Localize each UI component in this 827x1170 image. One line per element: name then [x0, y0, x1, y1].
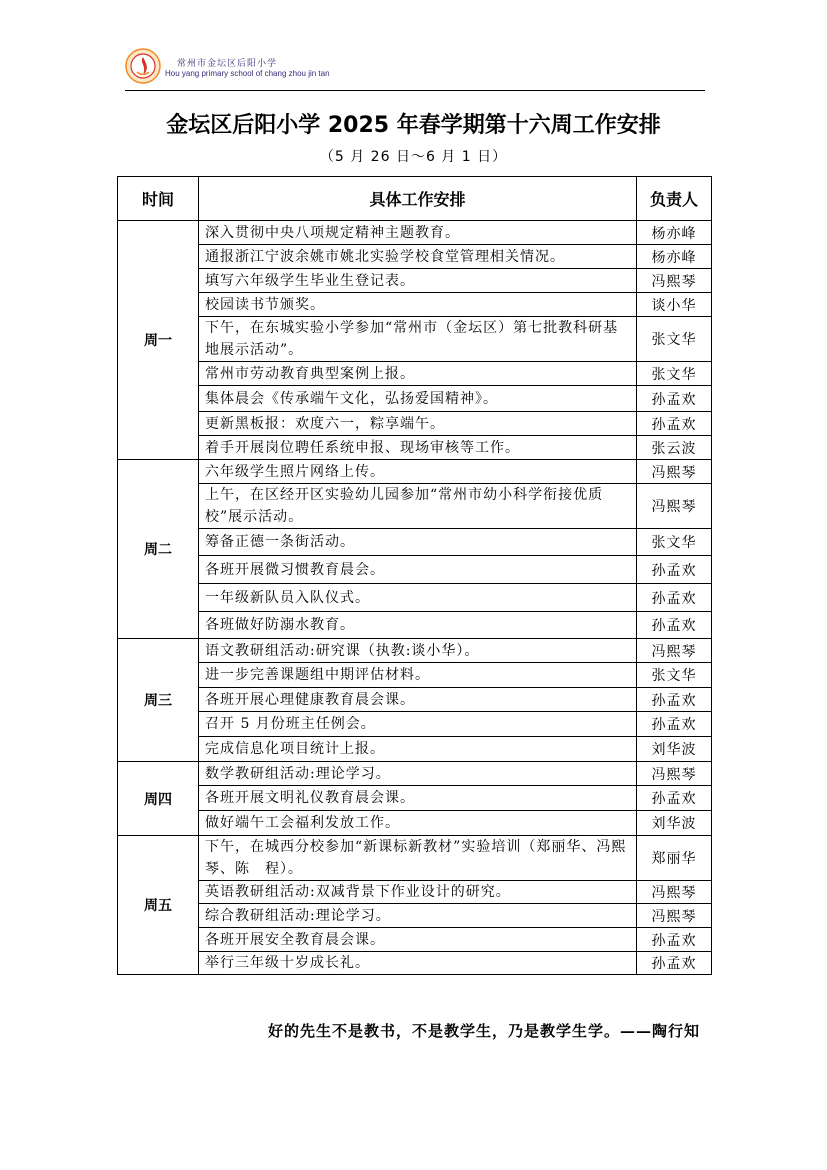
task-cell: 六年级学生照片网络上传。 [199, 460, 637, 484]
owner-cell: 冯熙琴 [637, 639, 712, 663]
task-cell: 一年级新队员入队仪式。 [199, 584, 637, 612]
date-range: （5 月 26 日～6 月 1 日） [319, 149, 508, 165]
owner-cell: 杨亦峰 [637, 221, 712, 245]
owner-cell: 孙孟欢 [637, 412, 712, 436]
table-row [118, 460, 712, 484]
owner-cell: 孙孟欢 [637, 556, 712, 584]
owner-cell: 张文华 [637, 663, 712, 688]
task-cell: 集体晨会《传承端午文化，弘扬爱国精神》。 [199, 386, 637, 412]
owner-cell: 孙孟欢 [637, 386, 712, 412]
owner-cell: 冯熙琴 [637, 269, 712, 293]
task-cell: 筹备正德一条街活动。 [199, 529, 637, 556]
owner-cell: 孙孟欢 [637, 688, 712, 712]
owner-cell: 张云波 [637, 436, 712, 460]
table-row [118, 584, 712, 612]
owner-cell: 张文华 [637, 317, 712, 362]
column-header-time: 时间 [118, 177, 199, 221]
owner-cell: 刘华波 [637, 737, 712, 762]
owner-cell: 冯熙琴 [637, 904, 712, 928]
table-row [118, 529, 712, 556]
table-row [118, 712, 712, 737]
task-cell: 下午，在东城实验小学参加“常州市（金坛区）第七批教科研基地展示活动”。 [199, 317, 637, 362]
table-row [118, 412, 712, 436]
table-row [118, 317, 712, 362]
task-cell: 各班开展心理健康教育晨会课。 [199, 688, 637, 712]
day-cell: 周一 [118, 221, 199, 460]
table-row [118, 245, 712, 269]
table-row [118, 786, 712, 811]
task-cell: 校园读书节颁奖。 [199, 293, 637, 317]
owner-cell: 郑丽华 [637, 836, 712, 881]
owner-cell: 冯熙琴 [637, 762, 712, 786]
task-cell: 做好端午工会福利发放工作。 [199, 811, 637, 836]
table-row [118, 269, 712, 293]
table-row [118, 762, 712, 786]
table-body [118, 221, 712, 975]
day-cell: 周四 [118, 762, 199, 836]
owner-cell: 孙孟欢 [637, 712, 712, 737]
letterhead [125, 44, 705, 92]
owner-cell: 刘华波 [637, 811, 712, 836]
task-cell: 通报浙江宁波余姚市姚北实验学校食堂管理相关情况。 [199, 245, 637, 269]
task-cell: 进一步完善课题组中期评估材料。 [199, 663, 637, 688]
column-header-task: 具体工作安排 [199, 177, 637, 221]
task-cell: 各班做好防溺水教育。 [199, 612, 637, 639]
school-name-en: Hou yang primary school of chang zhou jin tan [165, 69, 330, 78]
table-row [118, 811, 712, 836]
task-cell: 更新黑板报：欢度六一，粽享端午。 [199, 412, 637, 436]
table-row [118, 952, 712, 975]
task-cell: 上午，在区经开区实验幼儿园参加“常州市幼小科学衔接优质校”展示活动。 [199, 484, 637, 529]
table-row [118, 639, 712, 663]
table-row [118, 904, 712, 928]
task-cell: 各班开展微习惯教育晨会。 [199, 556, 637, 584]
school-name-cn: 常州市金坛区后阳小学 [177, 59, 278, 69]
owner-cell: 孙孟欢 [637, 786, 712, 811]
task-cell: 完成信息化项目统计上报。 [199, 737, 637, 762]
table-row [118, 484, 712, 529]
task-cell: 深入贯彻中央八项规定精神主题教育。 [199, 221, 637, 245]
owner-cell: 谈小华 [637, 293, 712, 317]
header-divider [125, 90, 705, 91]
owner-cell: 张文华 [637, 362, 712, 386]
table-row [118, 386, 712, 412]
table-row [118, 688, 712, 712]
task-cell: 下午，在城西分校参加“新课标新教材”实验培训（郑丽华、冯熙琴、陈 程）。 [199, 836, 637, 881]
task-cell: 召开 5 月份班主任例会。 [199, 712, 637, 737]
task-cell: 着手开展岗位聘任系统申报、现场审核等工作。 [199, 436, 637, 460]
owner-cell: 冯熙琴 [637, 484, 712, 529]
table-row [118, 293, 712, 317]
task-cell: 语文教研组活动:研究课（执教:谈小华）。 [199, 639, 637, 663]
work-schedule-table [117, 176, 712, 975]
table-row [118, 362, 712, 386]
task-cell: 各班开展文明礼仪教育晨会课。 [199, 786, 637, 811]
page-title: 金坛区后阳小学 2025 年春学期第十六周工作安排 [166, 113, 661, 138]
task-cell: 数学教研组活动:理论学习。 [199, 762, 637, 786]
table-row [118, 436, 712, 460]
owner-cell: 孙孟欢 [637, 584, 712, 612]
owner-cell: 冯熙琴 [637, 881, 712, 904]
owner-cell: 杨亦峰 [637, 245, 712, 269]
column-header-owner: 负责人 [637, 177, 712, 221]
table-row [118, 881, 712, 904]
school-logo-icon [125, 48, 161, 84]
task-cell: 举行三年级十岁成长礼。 [199, 952, 637, 975]
table-row [118, 928, 712, 952]
day-cell: 周三 [118, 639, 199, 762]
task-cell: 填写六年级学生毕业生登记表。 [199, 269, 637, 293]
day-cell: 周二 [118, 460, 199, 639]
table-row [118, 836, 712, 881]
table-row [118, 737, 712, 762]
owner-cell: 孙孟欢 [637, 612, 712, 639]
footer-quote: 好的先生不是教书，不是教学生，乃是教学生学。——陶行知 [267, 1022, 700, 1040]
owner-cell: 孙孟欢 [637, 952, 712, 975]
table-row [118, 663, 712, 688]
task-cell: 常州市劳动教育典型案例上报。 [199, 362, 637, 386]
table-row [118, 556, 712, 584]
table-row [118, 612, 712, 639]
owner-cell: 张文华 [637, 529, 712, 556]
owner-cell: 冯熙琴 [637, 460, 712, 484]
task-cell: 各班开展安全教育晨会课。 [199, 928, 637, 952]
task-cell: 综合教研组活动:理论学习。 [199, 904, 637, 928]
task-cell: 英语教研组活动:双减背景下作业设计的研究。 [199, 881, 637, 904]
day-cell: 周五 [118, 836, 199, 975]
owner-cell: 孙孟欢 [637, 928, 712, 952]
table-row [118, 221, 712, 245]
table-header-row [118, 177, 712, 221]
